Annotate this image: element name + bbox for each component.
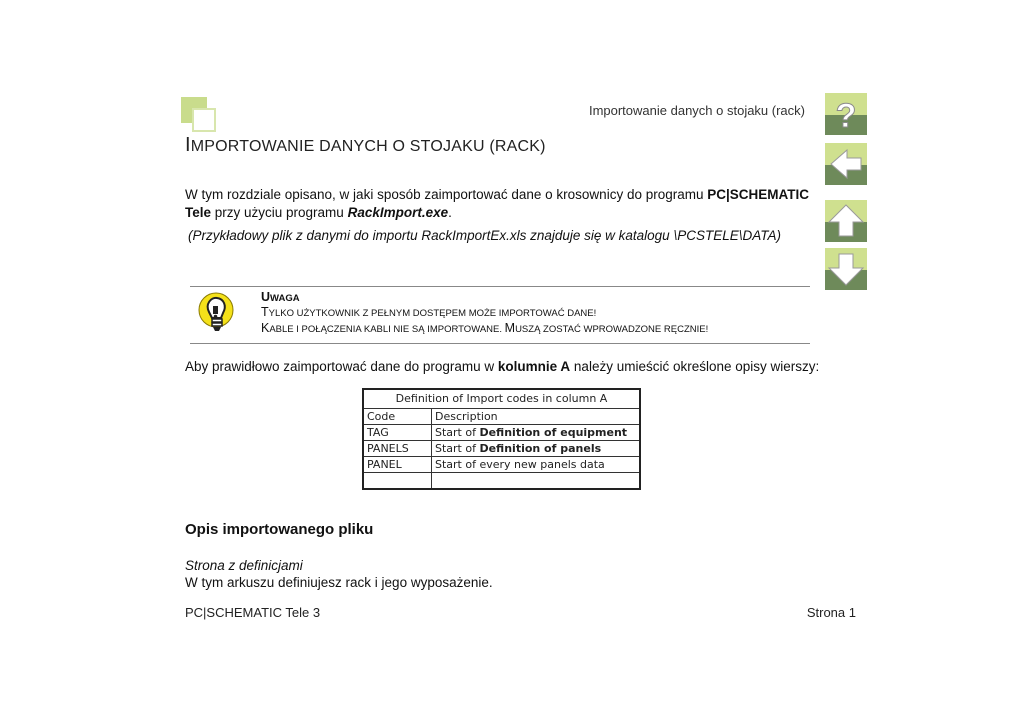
table-caption: Definition of Import codes in column A [364,390,639,409]
warning-bottom-rule [190,343,810,344]
next-page-button[interactable] [825,248,867,290]
program-name: RackImport.exe [347,205,449,220]
section-title: Opis importowanego pliku [185,521,374,538]
help-button[interactable] [825,93,867,135]
lightbulb-warning-icon [197,292,235,336]
header-code: Code [364,409,432,424]
arrow-down-icon [825,248,867,290]
chapter-title: IMPORTOWANIE DANYCH O STOJAKU (RACK) [185,134,546,156]
row-code: TAG [364,425,432,440]
column-a-bold: kolumnie A [497,359,571,374]
column-a-paragraph: Aby prawidłowo zaimportować dane do programu w kolumnie A należy umieścić określone opisy wierszy: [185,359,820,374]
table-row [364,425,639,441]
intro-paragraph: W tym rozdziale opisano, w jaki sposób zaimportować dane o krosownicy do programu PC|SCHEMATIC Tele przy użyciu programu RackImport.exe. [185,187,810,220]
arrow-left-icon [825,143,867,185]
row-code: PANEL [364,457,432,472]
section-subtitle: Strona z definicjami [185,558,303,573]
table-row [364,441,639,457]
svg-text:?: ? [835,97,857,135]
back-button[interactable] [825,143,867,185]
row-code: PANELS [364,441,432,456]
running-header: Importowanie danych o stojaku (rack) [588,103,805,118]
example-file-note: (Przykładowy plik z danymi do importu RackImportEx.xls znajduje się w katalogu \PCSTELE\DATA) [188,228,781,243]
row-description: Start of Definition of equipment [435,426,628,439]
footer-page-number: Strona 1 [806,605,856,620]
previous-page-button[interactable] [825,200,867,242]
arrow-up-icon [825,200,867,242]
warning-top-rule [190,286,810,287]
section-description: W tym arkuszu definiujesz rack i jego wyposażenie. [185,575,493,590]
row-description: Start of Definition of panels [435,442,602,455]
table-row [364,457,639,473]
import-codes-table [362,388,641,490]
table-header-row [364,409,639,425]
row-description: Start of every new panels data [435,458,605,471]
warning-line-1: TYLKO UŻYTKOWNIK Z PEŁNYM DOSTĘPEM MOŻE IMPORTOWAĆ DANE! [261,305,597,319]
header-description: Description [435,410,498,423]
warning-line-2: KABLE I POŁĄCZENIA KABLI NIE SĄ IMPORTOWANE. MUSZĄ ZOSTAĆ WPROWADZONE RĘCZNIE! [261,321,709,335]
question-mark-icon [825,93,867,135]
table-row-empty [364,473,639,488]
warning-title: UWAGA [261,290,300,304]
product-name: PC|SCHEMATIC Tele [185,187,810,220]
logo [181,97,215,131]
footer-product: PC|SCHEMATIC Tele 3 [185,605,321,620]
